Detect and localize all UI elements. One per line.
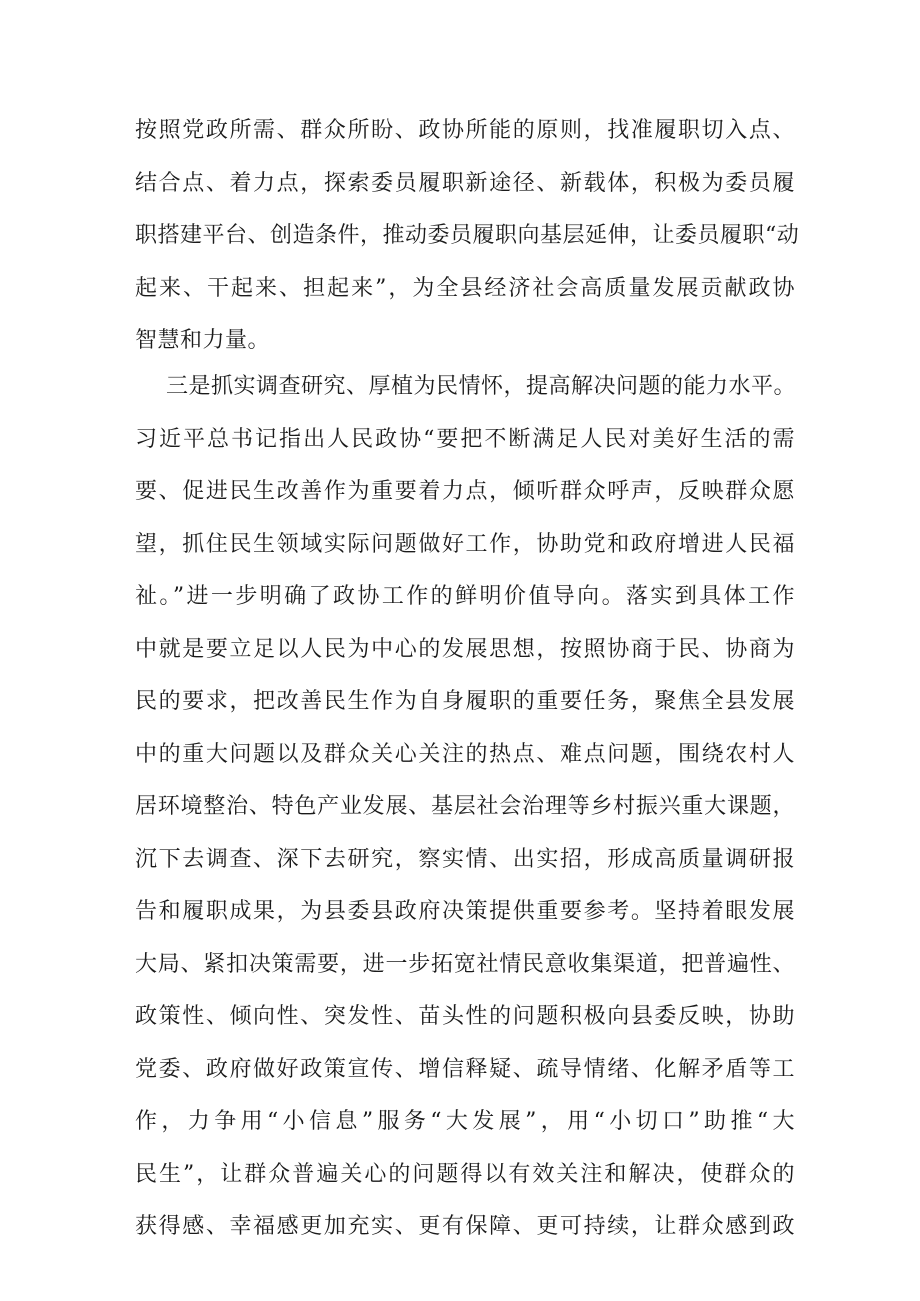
paragraph-2: [135, 361, 795, 1254]
paragraph-line: 居环境整治、特色产业发展、基层社会治理等乡村振兴重大课题，: [135, 794, 795, 819]
paragraph-line: 告和履职成果，为县委县政府决策提供重要参考。坚持着眼发展: [135, 899, 795, 924]
paragraph-line: 习近平总书记指出人民政协“要把不断满足人民对美好生活的需: [135, 426, 795, 452]
paragraph-line: 结合点、着力点，探索委员履职新途径、新载体，积极为委员履: [135, 170, 795, 196]
paragraph-line: 民生”，让群众普遍关心的问题得以有效关注和解决，使群众的: [135, 1161, 795, 1187]
paragraph-line: 按照党政所需、群众所盼、政协所能的原则，找准履职切入点、: [135, 118, 795, 143]
paragraph-1: [135, 105, 800, 368]
paragraph-line: 起来、干起来、担起来”，为全县经济社会高质量发展贡献政协: [135, 275, 795, 301]
paragraph-line: 智慧和力量。: [135, 328, 271, 353]
paragraph-line: 沉下去调查、深下去研究，察实情、出实招，形成高质量调研报: [135, 846, 795, 872]
paragraph-line: 获得感、幸福感更加充实、更有保障、更可持续，让群众感到政: [135, 1214, 795, 1239]
paragraph-line: 中的重大问题以及群众关心关注的热点、难点问题，围绕农村人: [135, 741, 795, 767]
paragraph-line: 祉。”进一步明确了政协工作的鲜明价值导向。落实到具体工作: [135, 584, 795, 609]
paragraph-line: 作，力争用“小信息”服务“大发展”，用“小切口”助推“大: [135, 1109, 795, 1134]
paragraph-line: 职搭建平台、创造条件，推动委员履职向基层延伸，让委员履职“动: [135, 223, 800, 248]
paragraph-line: 大局、紧扣决策需要，进一步拓宽社情民意收集渠道，把普遍性、: [135, 951, 795, 977]
paragraph-line: 民的要求，把改善民生作为自身履职的重要任务，聚焦全县发展: [135, 689, 795, 714]
paragraph-line: 望，抓住民生领域实际问题做好工作，协助党和政府增进人民福: [135, 531, 795, 557]
paragraph-line: 要、促进民生改善作为重要着力点，倾听群众呼声，反映群众愿: [135, 479, 795, 504]
paragraph-line: 党委、政府做好政策宣传、增信释疑、疏导情绪、化解矛盾等工: [135, 1056, 795, 1082]
paragraph-line: 三是抓实调查研究、厚植为民情怀，提高解决问题的能力水平。: [166, 374, 797, 399]
paragraph-line: 中就是要立足以人民为中心的发展思想，按照协商于民、协商为: [135, 636, 795, 662]
paragraph-line: 政策性、倾向性、突发性、苗头性的问题积极向县委反映，协助: [135, 1004, 795, 1029]
